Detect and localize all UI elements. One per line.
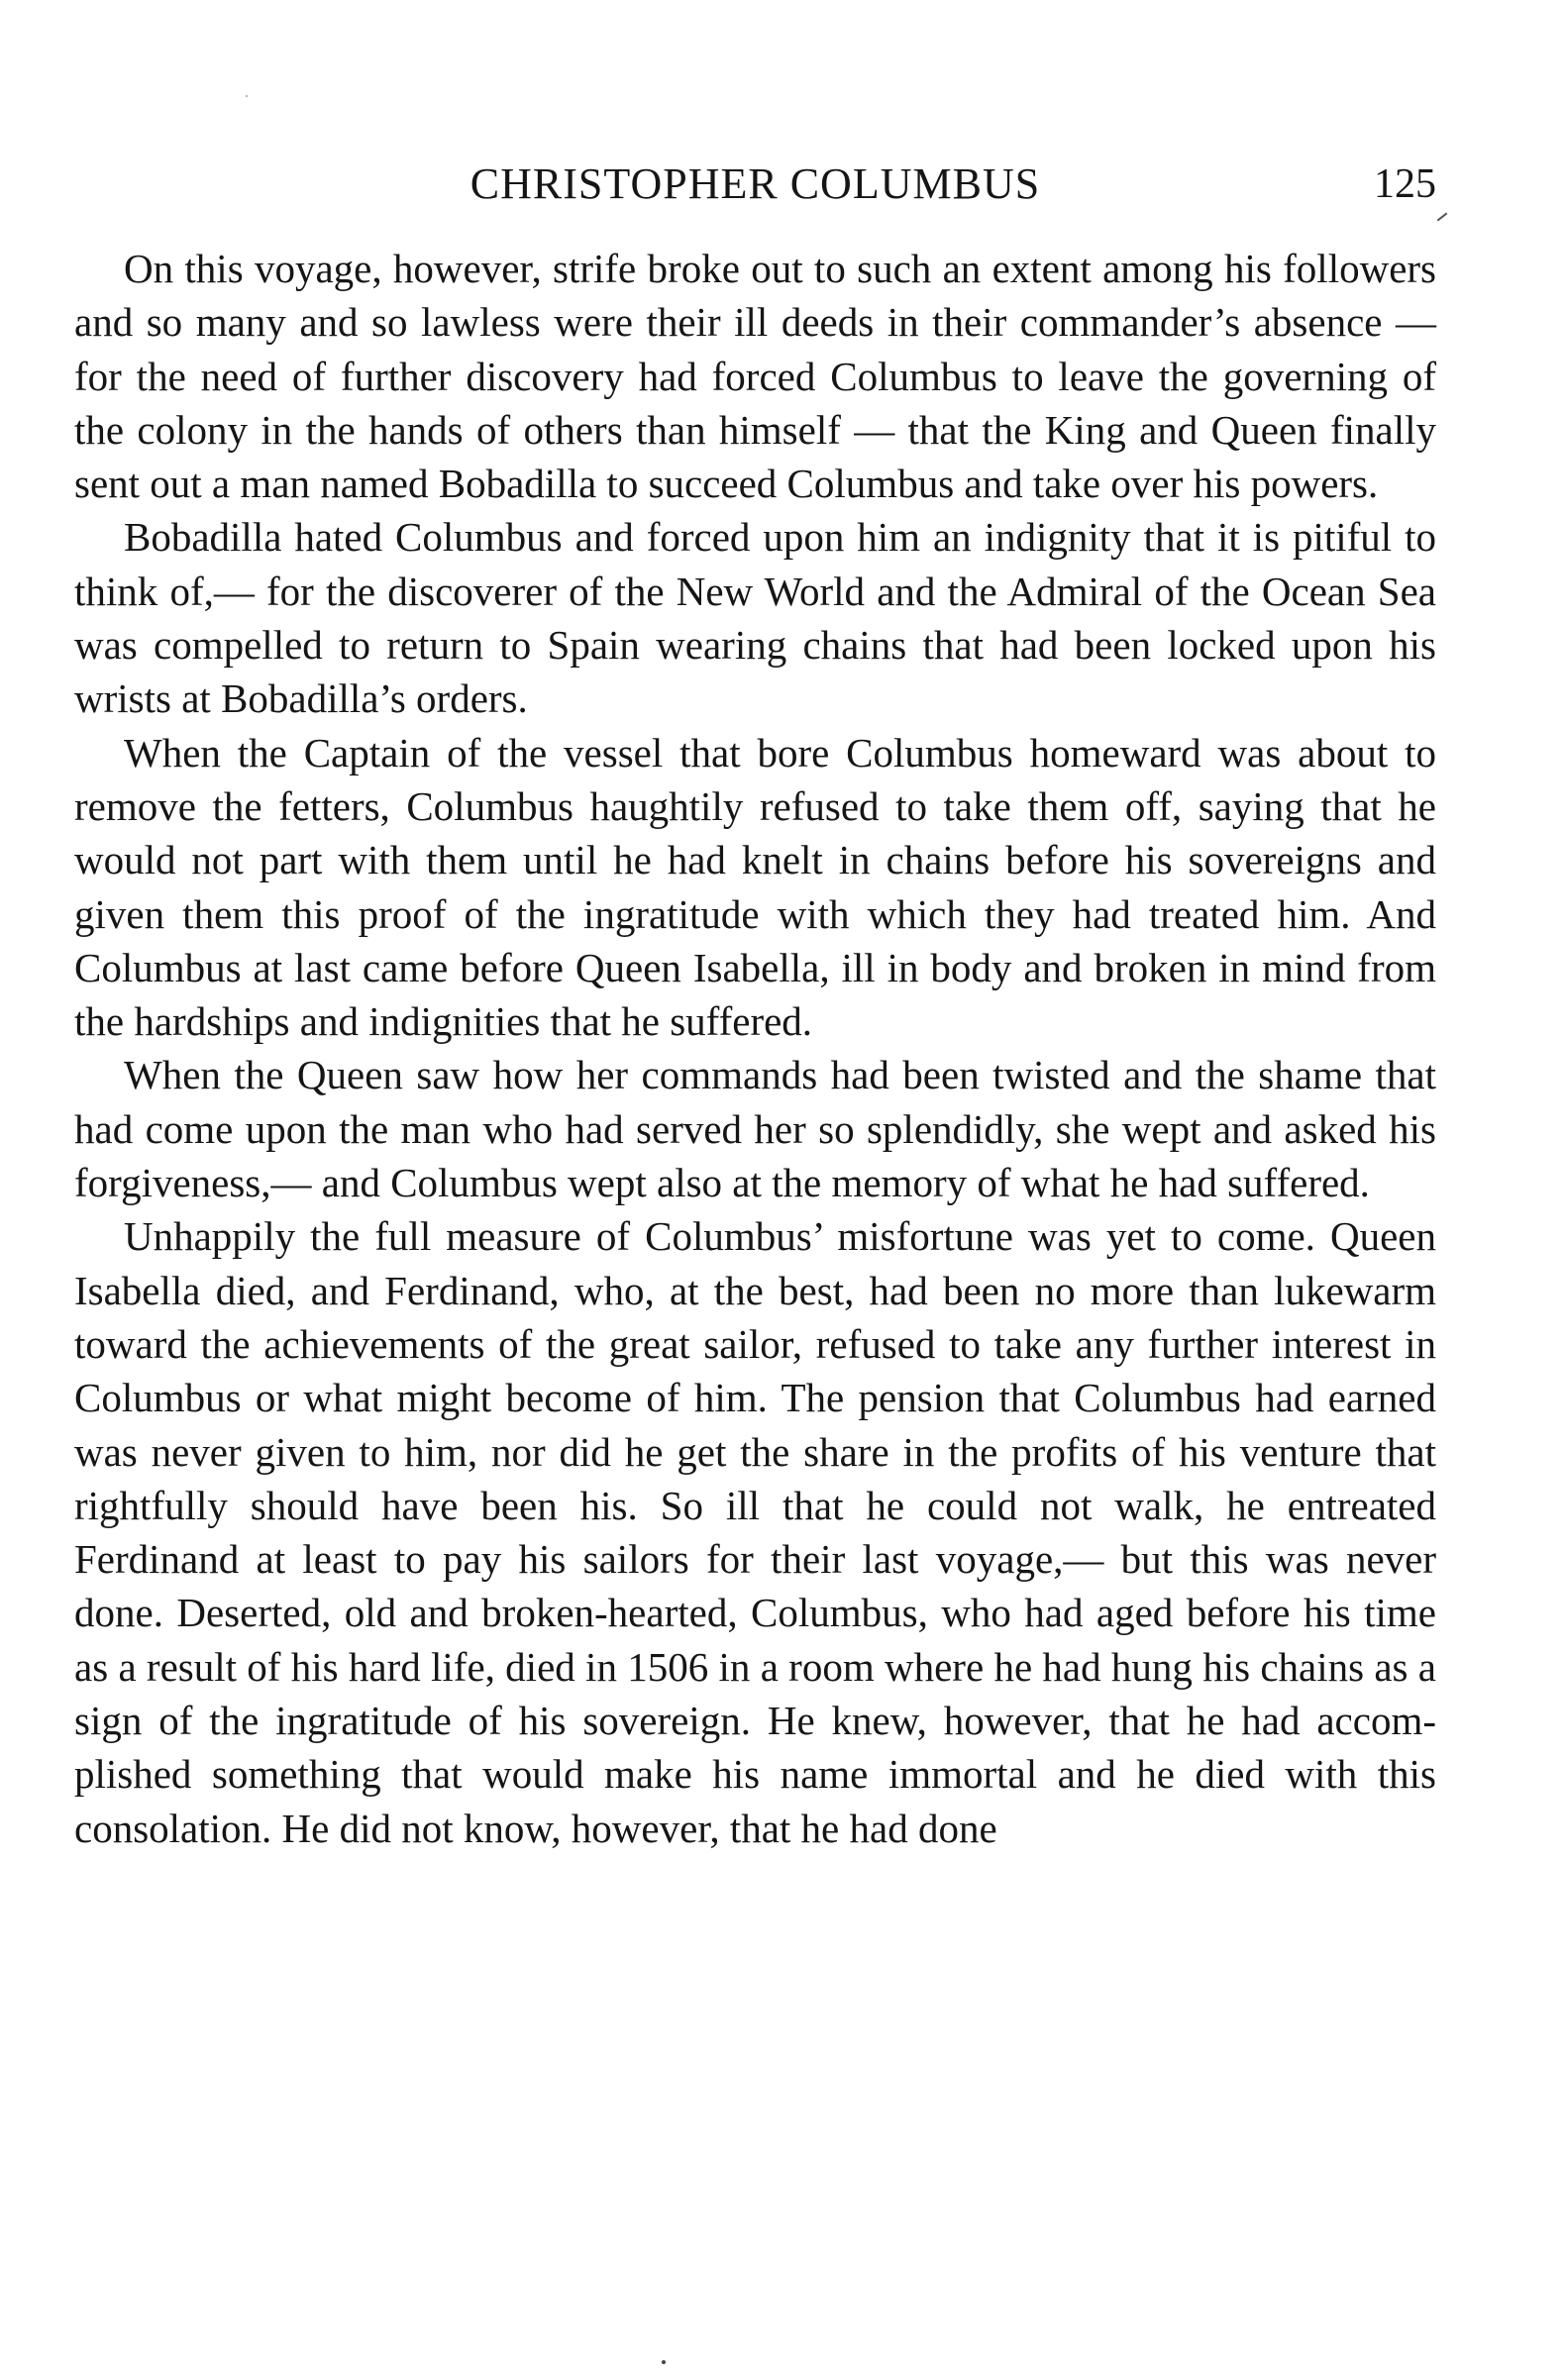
scan-speck [1437,213,1448,222]
body-text [74,242,1436,1855]
scan-speck [662,2360,666,2364]
page-number: 125 [1374,161,1436,207]
paragraph-4: When the Queen saw how her commands had been twisted and the shame that had come upon the man who had served her so splendidly, she wept and asked his forgiveness,— and Columbus wept also at the memory of what he had suffered. [74,1052,1436,1206]
scan-speck [246,95,248,97]
paragraph-2: Bobadilla hated Columbus and forced upon him an indignity that it is pitiful to think of,— for the discoverer of the New World and the Admiral of the Ocean Sea was compelled to return to Spain wearing chains that had been locked upon his wrists at Bobadilla’s orders. [74,514,1436,722]
running-head [74,155,1436,214]
paragraph-1: On this voyage, however, strife broke out to such an extent among his followers and so many and so lawless were their ill deeds in their commander’s absence — for the need of further discovery had forced Columbus to leave the governing of the colony in the hands of others than himself — that the King and Queen finally sent out a man named Bobadilla to succeed Columbus and take over his powers. [74,246,1436,507]
paragraph-5: Unhappily the full measure of Columbus’ misfortune was yet to come. Queen Isabella died, and Ferdinand, who, at the best, had been no more than lukewarm toward the achievements of the great sailor, refused to take any further interest in Columbus or what might become of him. The pension that Columbus had earned was never given to him, nor did he get the share in the profits of his venture that rightfully should have been his. So ill that he could not walk, he entreated Ferdinand at least to pay his sailors for their last voyage,— but this was never done. Deserted, old and broken-hearted, Columbus, who had aged before his time as a result of his hard life, died in 1506 in a room where he had hung his chains as a sign of the ingratitude of his sovereign. He knew, however, that he had accomplished something that would make his name immortal and he died with this consolation. He did not know, however, that he had done [74,1213,1436,1851]
running-title: CHRISTOPHER COLUMBUS [470,159,1041,208]
paragraph-3: When the Captain of the vessel that bore Columbus homeward was about to remove the fetters, Columbus haughtily refused to take them off, saying that he would not part with them until he had knelt in chains before his sovereigns and given them this proof of the ingratitude with which they had treated him. And Columbus at last came before Queen Isabella, ill in body and broken in mind from the hardships and indignities that he suffered. [74,729,1436,1045]
